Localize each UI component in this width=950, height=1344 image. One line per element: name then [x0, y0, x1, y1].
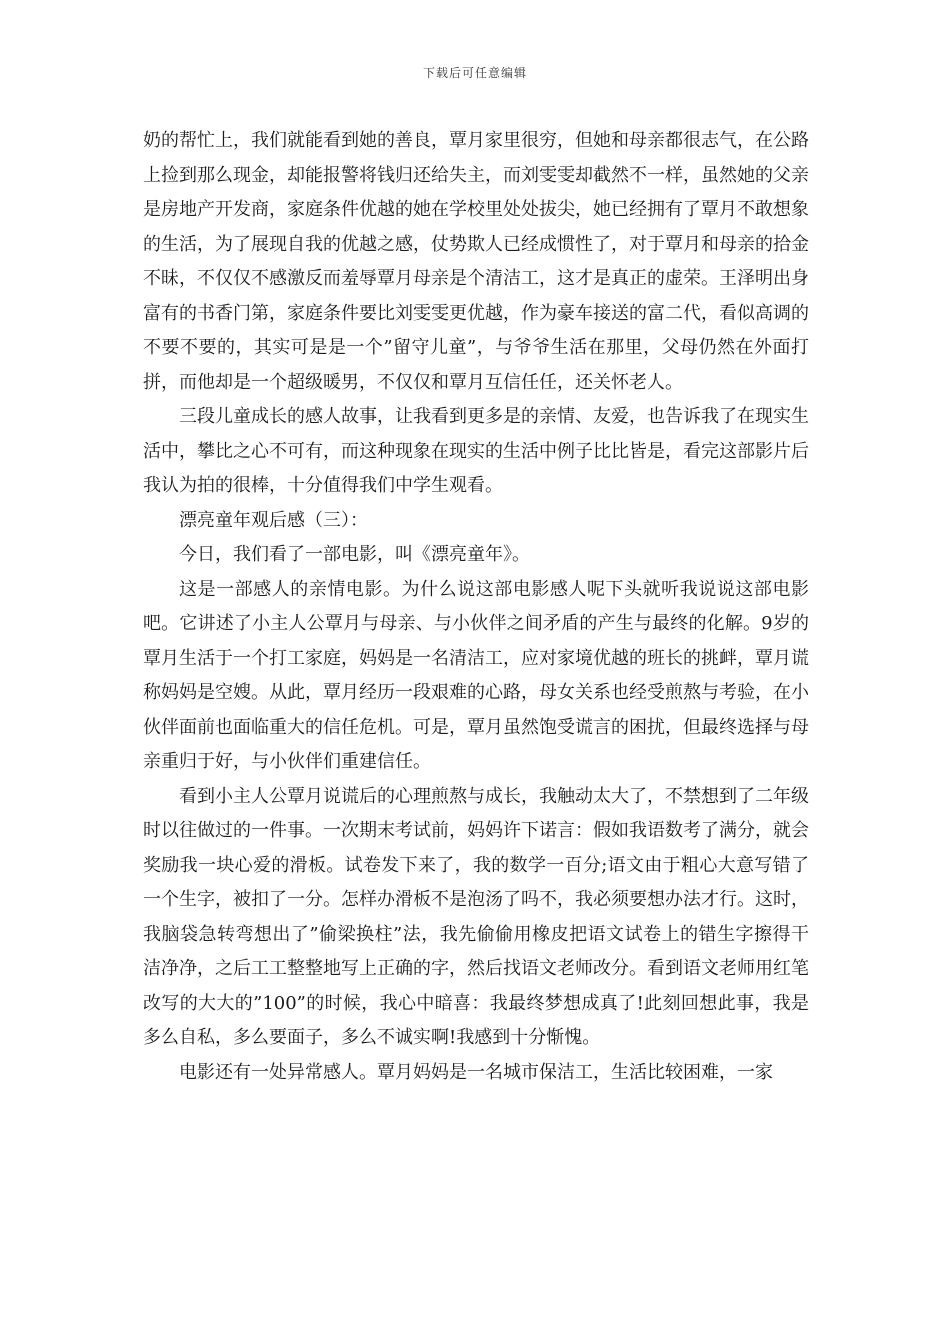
paragraph-4: 这是一部感人的亲情电影。为什么说这部电影感人呢下头就听我说说这部电影吧。它讲述了小主人公覃月与母亲、与小伙伴之间矛盾的产生与最终的化解。9岁的覃月生活于一个打工家庭，妈妈是一名清洁工，应对家境优越的班长的挑衅，覃月谎称妈妈是空嫂。从此，覃月经历一段艰难的心路，母女关系也经受煎熬与考验，在小伙伴面前也面临重大的信任危机。可是，覃月虽然饱受谎言的困扰，但最终选择与母亲重归于好，与小伙伴们重建信任。 — [143, 578, 809, 772]
paragraph-5: 看到小主人公覃月说谎后的心理煎熬与成长，我触动太大了，不禁想到了二年级时以往做过的一件事。一次期末考试前，妈妈许下诺言：假如我语数考了满分，就会奖励我一块心爱的滑板。试卷发下来了，我的数学一百分;语文由于粗心大意写错了一个生字，被扣了一分。怎样办滑板不是泡汤了吗不，我必须要想办法才行。这时，我脑袋急转弯想出了”偷梁换柱”法，我先偷偷用橡皮把语文试卷上的错生字擦得干洁净净，之后工工整整地写上正确的字，然后找语文老师改分。看到语文老师用红笔改写的大大的”100”的时候，我心中暗喜：我最终梦想成真了!此刻回想此事，我是多么自私，多么要面子，多么不诚实啊!我感到十分惭愧。 — [143, 785, 809, 1048]
page-header: 下载后可任意编辑 — [422, 66, 527, 80]
section-heading: 漂亮童年观后感（三）： — [179, 509, 368, 531]
paragraph-6: 电影还有一处异常感人。覃月妈妈是一名城市保洁工，生活比较困难，一家 — [179, 1061, 773, 1083]
paragraph-1: 奶的帮忙上，我们就能看到她的善良，覃月家里很穷，但她和母亲都很志气，在公路上捡到那么现金，却能报警将钱归还给失主，而刘雯雯却截然不一样，虽然她的父亲是房地产开发商，家庭条件优越的她在学校里处处拔尖，她已经拥有了覃月不敢想象的生活，为了展现自我的优越之感，仗势欺人已经成惯性了，对于覃月和母亲的拾金不昧，不仅仅不感激反而羞辱覃月母亲是个清洁工，这才是真正的虚荣。王泽明出身富有的书香门第，家庭条件要比刘雯雯更优越，作为豪车接送的富二代，看似高调的不要不要的，其实可是是一个”留守儿童”，与爷爷生活在那里，父母仍然在外面打拼，而他却是一个超级暖男，不仅仅和覃月互信任任，还关怀老人。 — [143, 130, 809, 393]
document-body — [143, 124, 809, 1090]
paragraph-2: 三段儿童成长的感人故事，让我看到更多是的亲情、友爱，也告诉我了在现实生活中，攀比之心不可有，而这种现象在现实的生活中例子比比皆是，看完这部影片后我认为拍的很棒，十分值得我们中学生观看。 — [143, 406, 809, 496]
paragraph-3: 今日，我们看了一部电影，叫《漂亮童年》。 — [179, 544, 530, 565]
